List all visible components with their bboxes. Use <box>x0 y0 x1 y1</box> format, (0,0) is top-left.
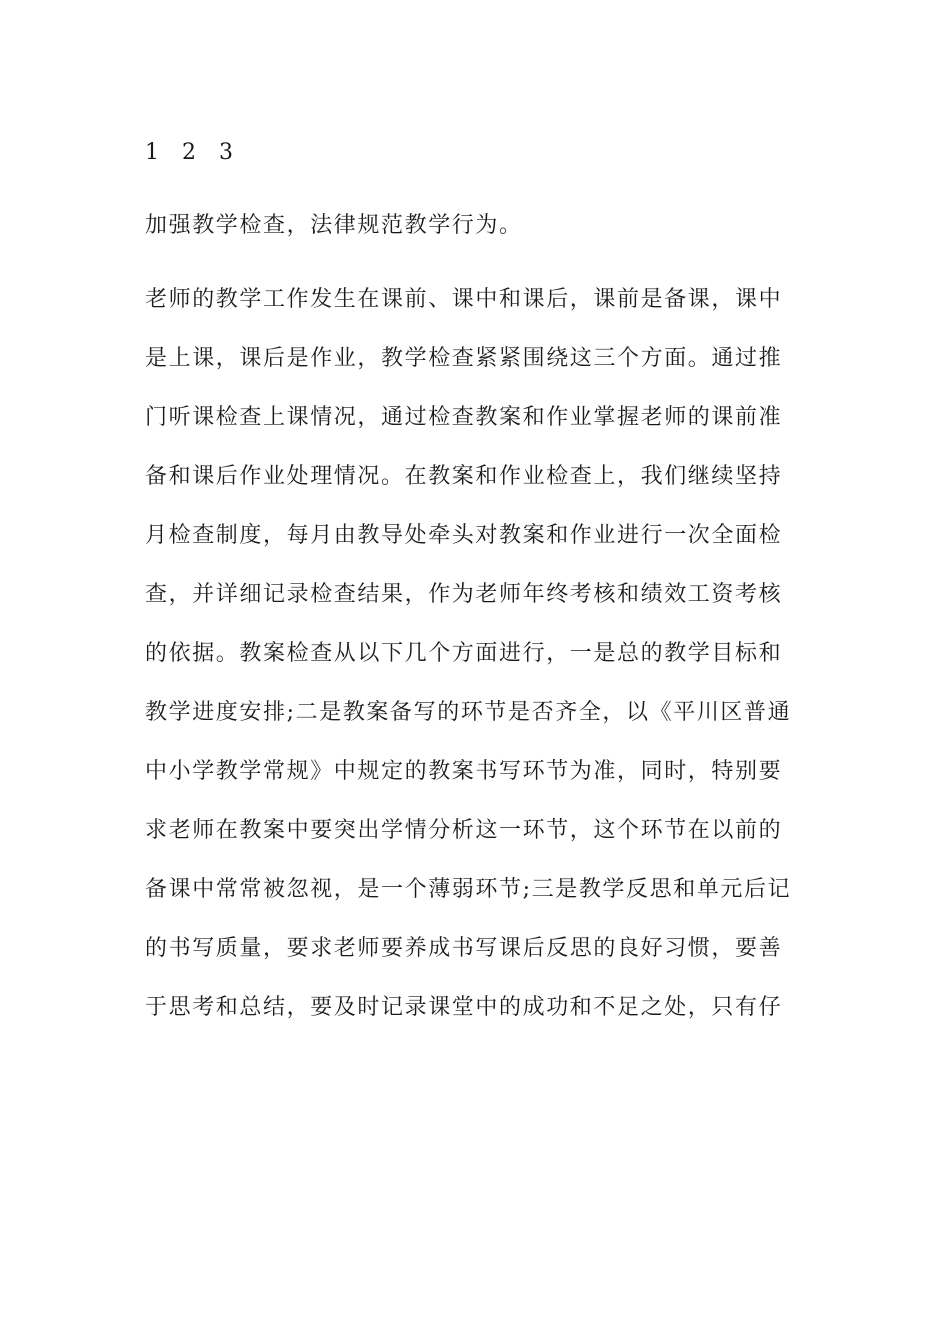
text-line: 门听课检查上课情况，通过检查教案和作业掌握老师的课前准 <box>145 405 783 430</box>
text-line: 求老师在教案中要突出学情分析这一环节，这个环节在以前的 <box>145 818 783 843</box>
text-line: 月检查制度，每月由教导处牵头对教案和作业进行一次全面检 <box>145 523 783 548</box>
text-line: 教学进度安排;二是教案备写的环节是否齐全，以《平川区普通 <box>145 700 792 725</box>
text-line: 的依据。教案检查从以下几个方面进行，一是总的教学目标和 <box>145 641 783 666</box>
text-line: 中小学教学常规》中规定的教案书写环节为准，同时，特别要 <box>145 759 783 784</box>
text-line: 于思考和总结，要及时记录课堂中的成功和不足之处，只有仔 <box>145 995 783 1020</box>
text-line: 的书写质量，要求老师要养成书写课后反思的良好习惯，要善 <box>145 936 783 961</box>
text-line: 备课中常常被忽视，是一个薄弱环节;三是教学反思和单元后记 <box>145 877 792 902</box>
body-paragraph <box>145 285 825 1052</box>
text-line: 是上课，课后是作业，教学检查紧紧围绕这三个方面。通过推 <box>145 346 783 371</box>
section-heading: 加强教学检查，法律规范教学行为。 <box>145 213 523 238</box>
page-number: 1 2 3 <box>145 140 241 165</box>
text-line: 备和课后作业处理情况。在教案和作业检查上，我们继续坚持 <box>145 464 783 489</box>
text-line: 老师的教学工作发生在课前、课中和课后，课前是备课，课中 <box>145 287 783 312</box>
text-line: 查，并详细记录检查结果，作为老师年终考核和绩效工资考核 <box>145 582 783 607</box>
